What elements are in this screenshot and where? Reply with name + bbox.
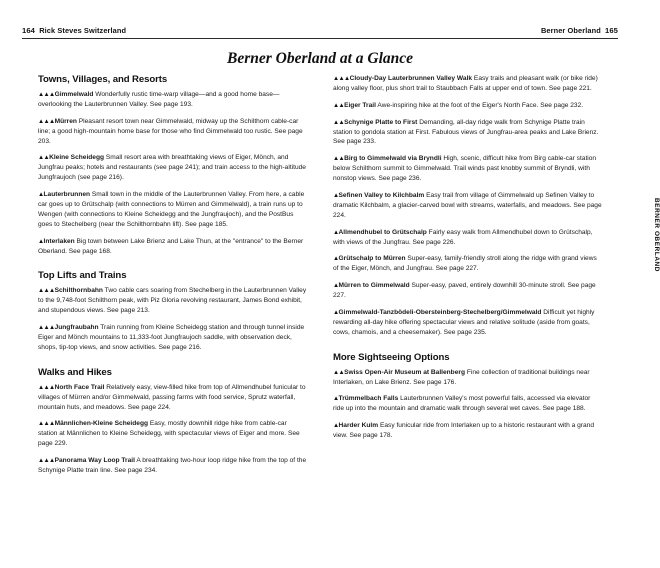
rating-triangles: ▲▲ <box>333 118 345 126</box>
list-item <box>38 117 307 147</box>
entry-text: Big town between Lake Brienz and Lake Thun, at the "entrance" to the Berner Oberland. See page 168. <box>38 237 304 255</box>
entry-name: Gimmelwald <box>54 91 94 98</box>
rating-triangles: ▲▲ <box>333 101 345 109</box>
rating-triangles: ▲▲ <box>333 368 345 376</box>
entry-text: Easy, mostly downhill ridge hike from cable-car station at Männlichen to Kleine Scheidegg, with spectacular views of Eiger and more. See page 229. <box>38 420 300 448</box>
entry-name: Birg to Gimmelwald via Bryndli <box>344 155 442 163</box>
list-item <box>38 286 307 316</box>
rating-triangles: ▲▲▲ <box>38 324 55 332</box>
entry-text: Relatively easy, view-filled hike from top of Allmendhubel funicular to villages of Mürren and/or Gimmelwald, passing farms with food service, Sprutz waterfall, mountain huts, and meadows. See page 224. <box>38 383 306 411</box>
entry-name: Eiger Trail <box>344 101 376 109</box>
list-item <box>333 394 602 414</box>
entry-name: Gimmelwald-Tanzbödeli-Obersteinberg-Stechelberg/Gimmelwald <box>338 309 542 317</box>
entry-name: Jungfraubahn <box>54 324 99 332</box>
page-number-right: 165 <box>605 26 618 35</box>
list-item <box>38 90 307 110</box>
entry-text: Lauterbrunnen Valley's most powerful falls, accessed via elevator ride up into the mountain and dramatic walk through several wet caves. See page 188. <box>333 395 591 413</box>
list-item <box>333 118 602 148</box>
entry-name: Trümmelbach Falls <box>338 395 399 403</box>
entry-name: Panorama Way Loop Trail <box>54 457 135 465</box>
rating-triangles: ▲▲ <box>38 154 50 162</box>
rating-triangles: ▲ <box>333 395 339 403</box>
entry-text: Super-easy, family-friendly stroll along the ridge with grand views of the Eiger, Mönch, and Jungfrau. See page 227. <box>333 255 597 273</box>
rating-triangles: ▲ <box>333 422 339 430</box>
entry-text: Demanding, all-day ridge walk from Schynige Platte train station to gondola station at First. Fabulous views of Jungfrau-area peaks and Lake Brienz. See page 233. <box>333 118 599 146</box>
list-item <box>333 281 602 301</box>
list-item <box>38 153 307 183</box>
rating-triangles: ▲ <box>333 282 339 290</box>
rating-triangles: ▲ <box>38 191 44 199</box>
rating-triangles: ▲▲▲ <box>38 420 55 428</box>
chapter-title: Berner Oberland <box>540 26 601 35</box>
book-title: Rick Steves Switzerland <box>39 26 127 35</box>
entry-name: Mürren <box>54 117 77 125</box>
entry-text: Two cable cars soaring from Stechelberg in the Lauterbrunnen Valley to the 9,748-foot Schilthorn peak, with Piz Gloria revolving restaurant, James Bond exhibit, and stupendous views. See page 213. <box>38 287 307 315</box>
rating-triangles: ▲▲▲ <box>38 457 55 465</box>
section-heading-lifts: Top Lifts and Trains <box>38 270 127 282</box>
list-item <box>38 456 307 476</box>
list-item <box>38 383 307 413</box>
entry-name: Mürren to Gimmelwald <box>338 282 410 290</box>
rating-triangles: ▲▲▲ <box>38 117 55 125</box>
entry-name: Grütschalp to Mürren <box>338 255 406 263</box>
list-item <box>38 323 307 353</box>
side-tab-right: BERNER OBERLAND <box>653 198 660 272</box>
rating-triangles: ▲▲▲ <box>38 91 55 98</box>
column-right <box>333 74 602 554</box>
list-item <box>333 228 602 248</box>
entry-text: Small resort area with breathtaking views of Eiger, Mönch, and Jungfrau peaks; hotels and restaurants (see page 241); and train access to the high-altitude Jungfraujoch (see page 216). <box>38 154 306 182</box>
list-item <box>38 190 307 230</box>
list-item <box>333 308 602 338</box>
entry-name: Cloudy-Day Lauterbrunnen Valley Walk <box>349 75 473 82</box>
header-rule <box>22 38 618 39</box>
entry-name: Allmendhubel to Grütschalp <box>338 228 427 236</box>
entry-name: Harder Kulm <box>338 422 379 430</box>
entry-name: Lauterbrunnen <box>43 191 91 199</box>
entry-name: Schynige Platte to First <box>344 118 418 126</box>
entry-text: Super-easy, paved, entirely downhill 30-minute stroll. See page 227. <box>333 282 596 300</box>
rating-triangles: ▲▲ <box>333 155 345 163</box>
entry-name: Sefinen Valley to Kilchbalm <box>338 192 425 200</box>
rating-triangles: ▲ <box>333 228 339 236</box>
entry-text: Fairly easy walk from Allmendhubel down to Grütschalp, with views of the Jungfrau. See page 226. <box>333 228 593 246</box>
two-column-body <box>38 74 602 554</box>
list-item <box>333 368 602 388</box>
rating-triangles: ▲ <box>333 309 339 317</box>
entry-text: Wonderfully rustic time-warp village—and a good home base—overlooking the Lauterbrunnen Valley. See page 193. <box>38 91 280 108</box>
running-head-right <box>541 26 618 35</box>
entry-name: Interlaken <box>43 237 75 245</box>
list-item <box>38 237 307 257</box>
list-item <box>333 74 602 94</box>
list-item <box>333 421 602 441</box>
page-title: Berner Oberland at a Glance <box>227 50 413 67</box>
entry-text: High, scenic, difficult hike from Birg cable-car station below Schilthorn summit to Gimmelwald. Trail winds past knobby summit of Bryndli, with nonstop views. See page 236. <box>333 155 597 183</box>
entry-text: Train running from Kleine Scheidegg station and through tunnel inside Eiger and Mönch mountains to 11,333-foot Jungfraujoch saddle, with observation deck, shops, tip-top views, and snow activities. See page 216. <box>38 324 305 351</box>
entry-text: Easy funicular ride from Interlaken up to a historic restaurant with a grand view. See page 178. <box>333 422 594 440</box>
entry-name: Schilthornbahn <box>54 287 103 295</box>
entry-text: Difficult yet highly rewarding all-day hike offering spectacular views and relative solitude (aside from goats, cows, chamois, and a cheesemaker). See page 235. <box>333 309 595 336</box>
section-heading-towns: Towns, Villages, and Resorts <box>38 74 168 85</box>
list-item <box>333 254 602 274</box>
rating-triangles: ▲▲▲ <box>333 75 350 82</box>
list-item <box>333 101 602 111</box>
entry-text: Small town in the middle of the Lauterbrunnen Valley. From here, a cable car goes up to Grütschalp (with connections to Mürren and Gimmelwald), a train runs up to Wengen (with connections to Kleine Scheidegg and the Jungfraujoch), and the PostBus goes to Stechelberg (near the Schilthornbahn lift). See page 185. <box>38 191 305 228</box>
rating-triangles: ▲ <box>38 237 44 245</box>
list-item <box>333 154 602 184</box>
column-left <box>38 74 307 554</box>
list-item <box>38 419 307 449</box>
entry-text: Easy trails and pleasant walk (or bike ride) along valley floor, plus short trail to Staubbach Falls at upper end of town. See page 221. <box>333 75 598 92</box>
entry-text: Awe-inspiring hike at the foot of the Eiger's North Face. See page 232. <box>377 101 584 109</box>
rating-triangles: ▲ <box>333 192 339 200</box>
rating-triangles: ▲▲▲ <box>38 383 55 391</box>
entry-text: Fine collection of traditional buildings near Interlaken, on Lake Brienz. See page 176. <box>333 368 590 386</box>
entry-text: Easy trail from village of Gimmelwald up Sefinen Valley to dramatic Kilchbalm, a glacier-carved bowl with streams, waterfalls, and meadows. See page 224. <box>333 192 602 219</box>
entry-name: North Face Trail <box>54 383 105 391</box>
rating-triangles: ▲ <box>333 255 339 263</box>
entry-text: A breathtaking two-hour loop ridge hike from the top of the Schynige Platte train line. See page 234. <box>38 457 307 475</box>
entry-name: Kleine Scheidegg <box>49 154 105 162</box>
section-heading-sightseeing: More Sightseeing Options <box>333 351 450 363</box>
list-item <box>333 191 602 221</box>
running-head-left <box>22 26 126 35</box>
page-number-left: 164 <box>22 26 35 35</box>
entry-text: Pleasant resort town near Gimmelwald, midway up the Schilthorn cable-car line; a good high-mountain home base for those who find Gimmelwald too rustic. See page 203. <box>38 117 303 145</box>
entry-name: Swiss Open-Air Museum at Ballenberg <box>344 368 465 376</box>
rating-triangles: ▲▲▲ <box>38 287 55 295</box>
section-heading-walks: Walks and Hikes <box>38 366 112 378</box>
entry-name: Männlichen-Kleine Scheidegg <box>54 420 149 428</box>
